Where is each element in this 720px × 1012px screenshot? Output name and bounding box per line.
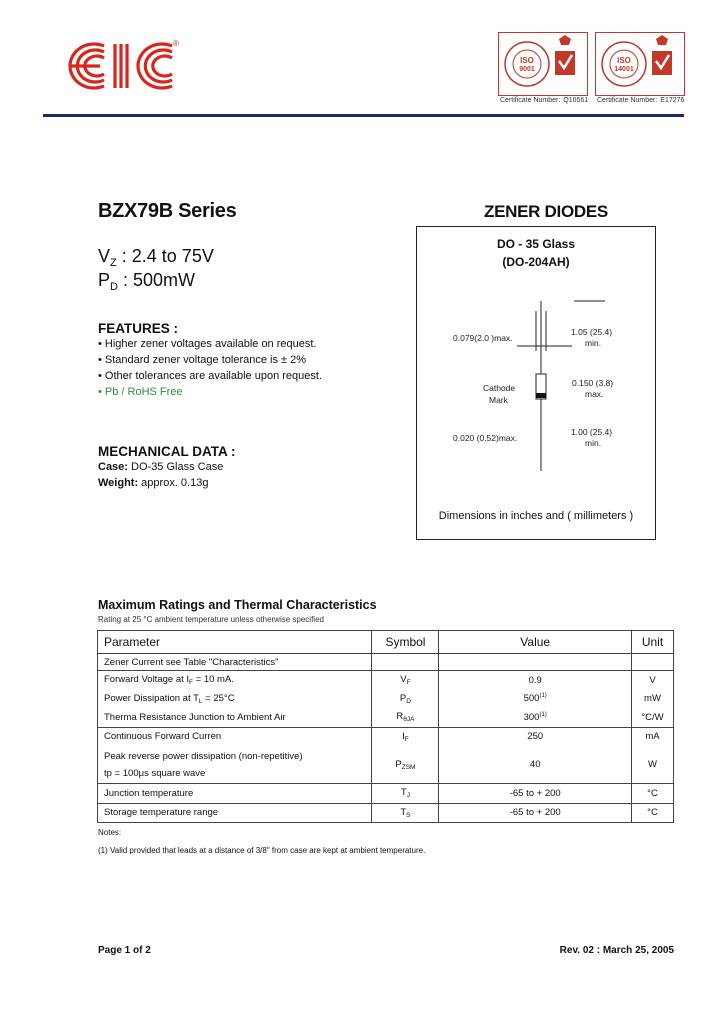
value-cell <box>439 654 632 671</box>
vz-spec: $V_Z$ : 2.4 to 75V <box>98 246 214 269</box>
symbol-cell: $V_F$ <box>372 671 439 690</box>
svg-text:®: ® <box>173 39 179 48</box>
cert-number-14001: Certificate Number: E17276 <box>597 97 685 104</box>
svg-text:14001: 14001 <box>614 66 634 73</box>
dim-lead-diameter: 0.079(2.0 )max. <box>453 333 513 343</box>
table-row <box>98 784 674 804</box>
table-row <box>98 690 674 709</box>
mechanical-case: Case: DO-35 Glass Case <box>98 461 224 473</box>
param-cell: Therma Resistance Junction to Ambient Air <box>98 708 372 727</box>
unit-cell <box>632 654 674 671</box>
table-row <box>98 803 674 823</box>
value-cell: 0.9 <box>439 671 632 690</box>
dimensions-note: Dimensions in inches and ( millimeters ) <box>438 510 634 522</box>
iso-14001-badge <box>595 32 685 96</box>
table-row <box>98 654 674 671</box>
package-subtitle: (DO-204AH) <box>502 255 570 269</box>
note-item: (1) Valid provided that leads at a distance of 3/8" from case are kept at ambient temperature. <box>98 846 426 855</box>
header-rule <box>43 114 684 117</box>
symbol-cell <box>372 654 439 671</box>
value-cell: -65 to + 200 <box>439 803 632 823</box>
value-cell: 500$^{(1)}$ <box>439 690 632 709</box>
feature-item-rohs: • Pb / RoHS Free <box>98 386 183 398</box>
value-cell: 300$^{(1)}$ <box>439 708 632 727</box>
col-header-symbol: Symbol <box>372 631 439 654</box>
symbol-cell: $T_S$ <box>372 803 439 823</box>
notes-heading: Notes: <box>98 828 122 837</box>
col-header-value: Value <box>439 631 632 654</box>
col-header-parameter: Parameter <box>98 631 372 654</box>
cert-number-9001: Certificate Number: Q10561 <box>500 97 589 104</box>
features-heading: FEATURES : <box>98 321 178 336</box>
table-row <box>98 708 674 727</box>
dim-top-lead-length: 1.05 (25.4) <box>571 327 613 337</box>
symbol-cell: $I_F$ <box>372 727 439 746</box>
package-title: DO - 35 Glass <box>496 237 576 251</box>
unit-cell: °C <box>632 784 674 804</box>
param-cell: Storage temperature range <box>98 803 372 823</box>
param-cell: Forward Voltage at $I_F = 10$ mA. <box>98 671 372 690</box>
value-cell: 250 <box>439 727 632 746</box>
pd-spec: $P_D$ : 500mW <box>98 270 196 293</box>
svg-text:9001: 9001 <box>519 66 535 73</box>
unit-cell: °C <box>632 803 674 823</box>
feature-item: • Other tolerances are available upon request. <box>98 370 322 382</box>
table-row <box>98 746 674 784</box>
dim-body-length: 0.150 (3.8) <box>572 378 614 388</box>
cathode-label: Cathode <box>483 383 516 393</box>
unit-cell: V <box>632 671 674 690</box>
param-cell: Power Dissipation at $T_L = 25^\circ C$ <box>98 690 372 709</box>
page-number: Page 1 of 2 <box>98 945 151 956</box>
ratings-title: Maximum Ratings and Thermal Characteristics <box>98 598 377 612</box>
revision-date: Rev. 02 : March 25, 2005 <box>559 945 674 956</box>
svg-text:ISO: ISO <box>520 56 534 65</box>
cathode-mark-label: Mark <box>489 395 508 405</box>
col-header-unit: Unit <box>632 631 674 654</box>
ratings-subtitle: Rating at 25 °C ambient temperature unless otherwise specified <box>98 615 324 624</box>
unit-cell: mW <box>632 690 674 709</box>
dim-body-length-max: max. <box>585 389 604 399</box>
feature-item: • Higher zener voltages available on request. <box>98 338 317 350</box>
diode-outline-drawing <box>417 227 655 539</box>
symbol-cell: $T_J$ <box>372 784 439 804</box>
dim-lead-wire-diameter: 0.020 (0.52)max. <box>453 433 518 443</box>
ratings-table <box>97 630 674 823</box>
symbol-cell: $R_{\theta JA}$ <box>372 708 439 727</box>
param-cell: Continuous Forward Curren <box>98 727 372 746</box>
dim-bottom-lead-min: min. <box>585 438 602 448</box>
param-cell: Junction temperature <box>98 784 372 804</box>
unit-cell: mA <box>632 727 674 746</box>
symbol-cell: $P_{ZSM}$ <box>372 746 439 784</box>
param-cell: Peak reverse power dissipation (non-repetitive) tp = 100μs square wave <box>98 746 372 784</box>
mechanical-weight: Weight: approx. 0.13g <box>98 477 209 489</box>
feature-item: • Standard zener voltage tolerance is ± 2% <box>98 354 307 366</box>
unit-cell: °C/W <box>632 708 674 727</box>
table-row <box>98 727 674 746</box>
param-cell: Zener Current see Table "Characteristics" <box>98 654 372 671</box>
symbol-cell: $P_D$ <box>372 690 439 709</box>
iso-9001-badge <box>498 32 588 96</box>
dim-top-lead-min: min. <box>585 338 602 348</box>
table-row <box>98 671 674 690</box>
svg-text:ISO: ISO <box>617 56 631 65</box>
eic-logo <box>60 38 185 94</box>
package-outline-box <box>416 226 656 540</box>
product-title: BZX79B Series <box>98 200 237 222</box>
value-cell: 40 <box>439 746 632 784</box>
category-title: ZENER DIODES <box>484 202 608 221</box>
mechanical-heading: MECHANICAL DATA : <box>98 444 236 459</box>
unit-cell: W <box>632 746 674 784</box>
dim-bottom-lead-length: 1.00 (25.4) <box>571 427 613 437</box>
value-cell: -65 to + 200 <box>439 784 632 804</box>
table-header-row <box>98 631 674 654</box>
